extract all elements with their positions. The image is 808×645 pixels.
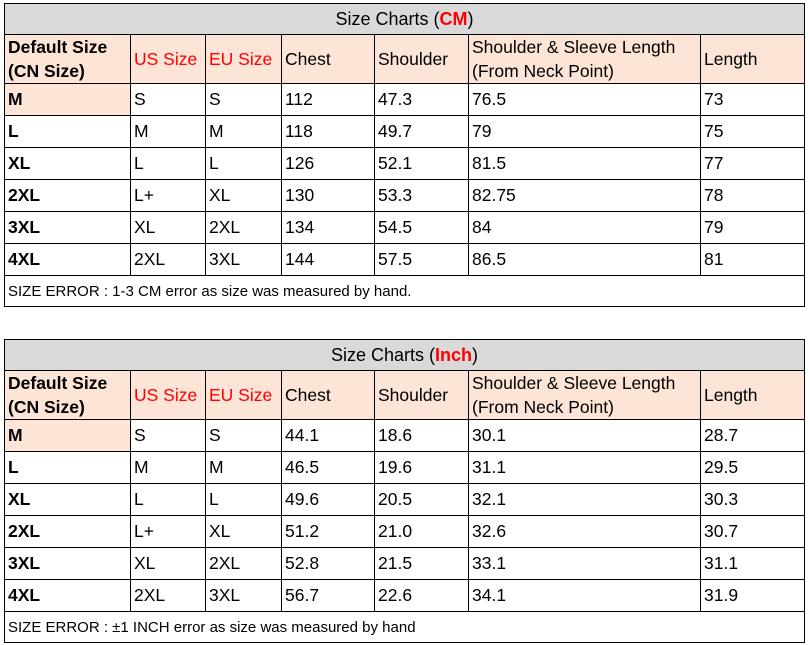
- size-chart-inch: [4, 339, 804, 643]
- cell-us-size: M: [131, 452, 206, 484]
- cell-shoulder: 21.0: [375, 516, 469, 548]
- header-default-size: Default Size (CN Size): [5, 35, 131, 84]
- header-shoulder: Shoulder: [375, 371, 469, 420]
- cell-sleeve-length: 31.1: [469, 452, 701, 484]
- cell-eu-size: 2XL: [206, 548, 282, 580]
- table-row: [5, 420, 805, 452]
- cell-length: 30.7: [701, 516, 805, 548]
- table-row: [5, 212, 805, 244]
- cell-cn-size: XL: [5, 484, 131, 516]
- cell-sleeve-length: 34.1: [469, 580, 701, 612]
- cell-cn-size: 3XL: [5, 548, 131, 580]
- cell-cn-size: M: [5, 84, 131, 116]
- title-suffix: ): [472, 344, 479, 365]
- table-title: [5, 4, 805, 35]
- header-sleeve-length: Shoulder & Sleeve Length (From Neck Point): [469, 35, 701, 84]
- cell-eu-size: XL: [206, 516, 282, 548]
- header-chest: Chest: [282, 35, 375, 84]
- cell-cn-size: 4XL: [5, 244, 131, 276]
- cell-sleeve-length: 32.1: [469, 484, 701, 516]
- size-table-inch: [4, 339, 805, 643]
- cell-length: 81: [701, 244, 805, 276]
- cell-eu-size: XL: [206, 180, 282, 212]
- cell-sleeve-length: 86.5: [469, 244, 701, 276]
- cell-shoulder: 57.5: [375, 244, 469, 276]
- cell-shoulder: 21.5: [375, 548, 469, 580]
- cell-sleeve-length: 82.75: [469, 180, 701, 212]
- table-row: [5, 244, 805, 276]
- cell-cn-size: 2XL: [5, 180, 131, 212]
- cell-length: 29.5: [701, 452, 805, 484]
- note-row: [5, 276, 805, 307]
- size-error-note: SIZE ERROR : 1-3 CM error as size was measured by hand.: [5, 276, 805, 307]
- cell-us-size: S: [131, 84, 206, 116]
- cell-length: 75: [701, 116, 805, 148]
- cell-sleeve-length: 84: [469, 212, 701, 244]
- cell-cn-size: L: [5, 116, 131, 148]
- cell-cn-size: 3XL: [5, 212, 131, 244]
- cell-cn-size: XL: [5, 148, 131, 180]
- cell-shoulder: 49.7: [375, 116, 469, 148]
- cell-us-size: 2XL: [131, 244, 206, 276]
- size-chart-cm: [4, 3, 804, 307]
- cell-shoulder: 22.6: [375, 580, 469, 612]
- header-row: [5, 371, 805, 420]
- cell-us-size: XL: [131, 212, 206, 244]
- cell-us-size: L: [131, 484, 206, 516]
- note-row: [5, 612, 805, 643]
- header-default-size: Default Size (CN Size): [5, 371, 131, 420]
- cell-eu-size: L: [206, 148, 282, 180]
- cell-eu-size: 2XL: [206, 212, 282, 244]
- cell-chest: 46.5: [282, 452, 375, 484]
- header-us-size: US Size: [131, 35, 206, 84]
- cell-cn-size: 4XL: [5, 580, 131, 612]
- cell-length: 78: [701, 180, 805, 212]
- cell-eu-size: 3XL: [206, 244, 282, 276]
- cell-cn-size: M: [5, 420, 131, 452]
- cell-chest: 52.8: [282, 548, 375, 580]
- cell-eu-size: 3XL: [206, 580, 282, 612]
- cell-eu-size: M: [206, 452, 282, 484]
- cell-chest: 51.2: [282, 516, 375, 548]
- header-length: Length: [701, 35, 805, 84]
- cell-eu-size: L: [206, 484, 282, 516]
- table-row: [5, 180, 805, 212]
- size-table-cm: [4, 3, 805, 307]
- cell-shoulder: 19.6: [375, 452, 469, 484]
- title-unit: CM: [439, 8, 468, 29]
- cell-shoulder: 20.5: [375, 484, 469, 516]
- header-chest: Chest: [282, 371, 375, 420]
- table-title-row: [5, 4, 805, 35]
- cell-us-size: L: [131, 148, 206, 180]
- table-row: [5, 452, 805, 484]
- cell-sleeve-length: 32.6: [469, 516, 701, 548]
- table-row: [5, 548, 805, 580]
- cell-us-size: XL: [131, 548, 206, 580]
- cell-sleeve-length: 76.5: [469, 84, 701, 116]
- header-us-size: US Size: [131, 371, 206, 420]
- table-title: [5, 340, 805, 371]
- header-length: Length: [701, 371, 805, 420]
- table-title-row: [5, 340, 805, 371]
- cell-length: 31.9: [701, 580, 805, 612]
- cell-us-size: L+: [131, 180, 206, 212]
- cell-chest: 134: [282, 212, 375, 244]
- cell-us-size: M: [131, 116, 206, 148]
- table-row: [5, 580, 805, 612]
- cell-sleeve-length: 30.1: [469, 420, 701, 452]
- title-suffix: ): [467, 8, 474, 29]
- cell-chest: 144: [282, 244, 375, 276]
- cell-us-size: L+: [131, 516, 206, 548]
- cell-chest: 56.7: [282, 580, 375, 612]
- table-row: [5, 116, 805, 148]
- size-error-note: SIZE ERROR : ±1 INCH error as size was measured by hand: [5, 612, 805, 643]
- cell-cn-size: 2XL: [5, 516, 131, 548]
- title-prefix: Size Charts (: [335, 8, 440, 29]
- cell-chest: 118: [282, 116, 375, 148]
- cell-sleeve-length: 81.5: [469, 148, 701, 180]
- cell-us-size: S: [131, 420, 206, 452]
- header-shoulder: Shoulder: [375, 35, 469, 84]
- cell-shoulder: 52.1: [375, 148, 469, 180]
- cell-length: 77: [701, 148, 805, 180]
- header-eu-size: EU Size: [206, 371, 282, 420]
- cell-length: 73: [701, 84, 805, 116]
- cell-us-size: 2XL: [131, 580, 206, 612]
- cell-eu-size: M: [206, 116, 282, 148]
- table-row: [5, 516, 805, 548]
- cell-length: 31.1: [701, 548, 805, 580]
- cell-length: 28.7: [701, 420, 805, 452]
- cell-shoulder: 47.3: [375, 84, 469, 116]
- title-prefix: Size Charts (: [331, 344, 436, 365]
- title-unit: Inch: [435, 344, 473, 365]
- cell-chest: 112: [282, 84, 375, 116]
- table-row: [5, 148, 805, 180]
- cell-shoulder: 54.5: [375, 212, 469, 244]
- cell-shoulder: 53.3: [375, 180, 469, 212]
- table-row: [5, 484, 805, 516]
- cell-cn-size: L: [5, 452, 131, 484]
- header-eu-size: EU Size: [206, 35, 282, 84]
- cell-chest: 49.6: [282, 484, 375, 516]
- header-sleeve-length: Shoulder & Sleeve Length (From Neck Point): [469, 371, 701, 420]
- header-row: [5, 35, 805, 84]
- cell-eu-size: S: [206, 420, 282, 452]
- cell-chest: 130: [282, 180, 375, 212]
- cell-eu-size: S: [206, 84, 282, 116]
- cell-chest: 44.1: [282, 420, 375, 452]
- cell-shoulder: 18.6: [375, 420, 469, 452]
- table-row: [5, 84, 805, 116]
- cell-length: 30.3: [701, 484, 805, 516]
- cell-length: 79: [701, 212, 805, 244]
- cell-chest: 126: [282, 148, 375, 180]
- cell-sleeve-length: 33.1: [469, 548, 701, 580]
- cell-sleeve-length: 79: [469, 116, 701, 148]
